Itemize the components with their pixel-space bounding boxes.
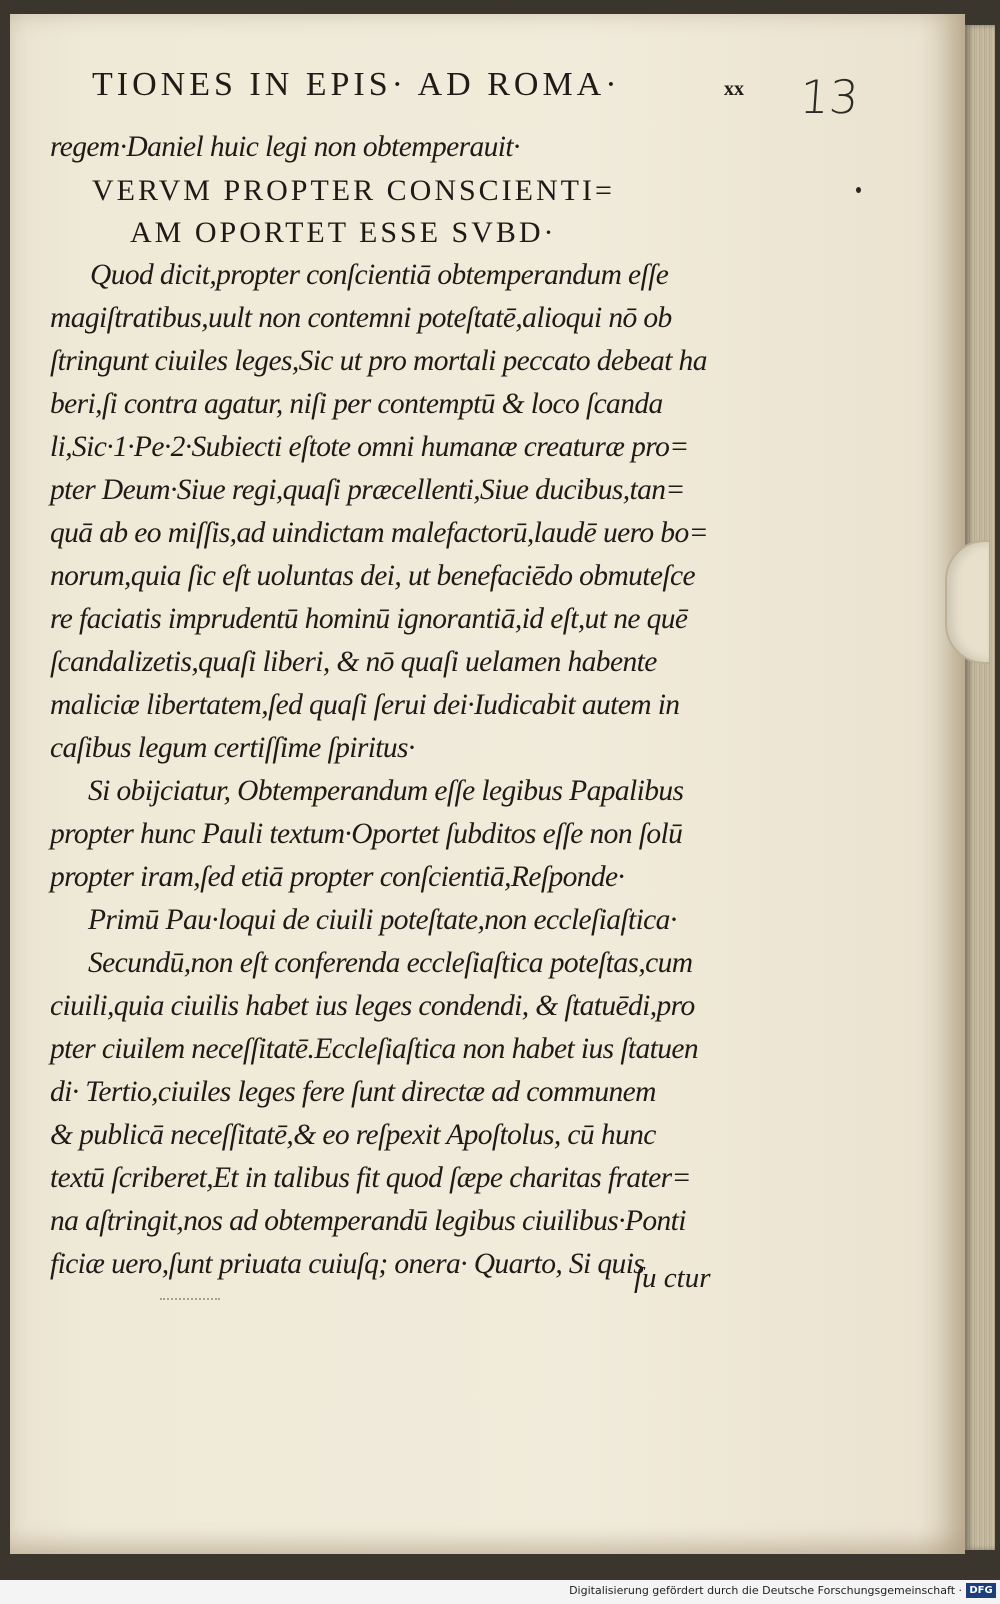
section-heading-line: VERVM PROPTER CONSCIENTI= bbox=[92, 174, 615, 207]
text-line: ſcandalizetis,quaſi liberi, & nō quaſi uelamen habente bbox=[50, 646, 657, 678]
catchword: ſu ctur bbox=[634, 1262, 711, 1294]
text-line: & publicā neceſſitatē,& eo reſpexit Apoſtolus, cū hunc bbox=[50, 1119, 656, 1151]
section-heading-line: AM OPORTET ESSE SVBD· bbox=[130, 216, 557, 249]
text-line: pter Deum·Siue regi,quaſi præcellenti,Siue ducibus,tan= bbox=[50, 474, 685, 506]
funding-credit: Digitalisierung gefördert durch die Deutsche Forschungsgemeinschaft · bbox=[569, 1584, 962, 1597]
text-line: pter ciuilem neceſſitatē.Eccleſiaſtica non habet ius ſtatuen bbox=[50, 1033, 699, 1065]
text-line: quā ab eo miſſis,ad uindictam malefactorū,laudē uero bo= bbox=[50, 517, 708, 549]
text-line: na aſtringit,nos ad obtemperandū legibus ciuilibus·Ponti bbox=[50, 1205, 686, 1237]
ink-dot bbox=[856, 187, 861, 193]
text-line: maliciæ libertatem,ſed quaſi ſerui dei·Iudicabit autem in bbox=[50, 689, 680, 721]
pencil-page-number: 13 bbox=[798, 70, 861, 124]
text-line: ficiæ uero,ſunt priuata cuiuſq; onera· Quarto, Si quis bbox=[50, 1248, 645, 1280]
dfg-logo: DFG bbox=[966, 1583, 996, 1598]
folio-number: xx bbox=[724, 78, 744, 100]
text-line: beri,ſi contra agatur, niſi per contemptū & loco ſcanda bbox=[50, 388, 663, 420]
text-line: Secundū,non eſt conferenda eccleſiaſtica poteſtas,cum bbox=[88, 947, 693, 979]
text-line: Quod dicit,propter conſcientiā obtemperandum eſſe bbox=[90, 259, 669, 291]
text-line: regem·Daniel huic legi non obtemperauit· bbox=[50, 131, 520, 163]
running-title: TIONES IN EPIS· AD ROMA· bbox=[92, 66, 621, 103]
text-line: re faciatis imprudentū hominū ignorantiā,id eſt,ut ne quē bbox=[50, 603, 688, 635]
text-line: propter iram,ſed etiā propter conſcientiā,Reſponde· bbox=[50, 861, 625, 893]
text-line: li,Sic·1·Pe·2·Subiecti eſtote omni humanæ creaturæ pro= bbox=[50, 431, 689, 463]
text-line: magiſtratibus,uult non contemni poteſtatē,alioqui nō ob bbox=[50, 302, 672, 334]
text-line: Si obijciatur, Obtemperandum eſſe legibus Papalibus bbox=[88, 775, 684, 807]
text-line: propter hunc Pauli textum·Oportet ſubditos eſſe non ſolū bbox=[50, 818, 683, 850]
text-line: caſibus legum certiſſime ſpiritus· bbox=[50, 732, 415, 764]
ink-smudge bbox=[160, 1290, 220, 1300]
text-line: ciuili,quia ciuilis habet ius leges condendi, & ſtatuēdi,pro bbox=[50, 990, 695, 1022]
text-line: ſtringunt ciuiles leges,Sic ut pro mortali peccato debeat ha bbox=[50, 345, 707, 377]
page-edges bbox=[965, 25, 995, 1550]
page-tab-marker bbox=[945, 540, 989, 664]
text-line: textū ſcriberet,Et in talibus fit quod ſæpe charitas frater= bbox=[50, 1162, 691, 1194]
text-line: norum,quia ſic eſt uoluntas dei, ut benefaciēdo obmuteſce bbox=[50, 560, 695, 592]
text-line: di· Tertio,ciuiles leges fere ſunt directæ ad communem bbox=[50, 1076, 656, 1108]
text-line: Primū Pau·loqui de ciuili poteſtate,non eccleſiaſtica· bbox=[88, 904, 677, 936]
